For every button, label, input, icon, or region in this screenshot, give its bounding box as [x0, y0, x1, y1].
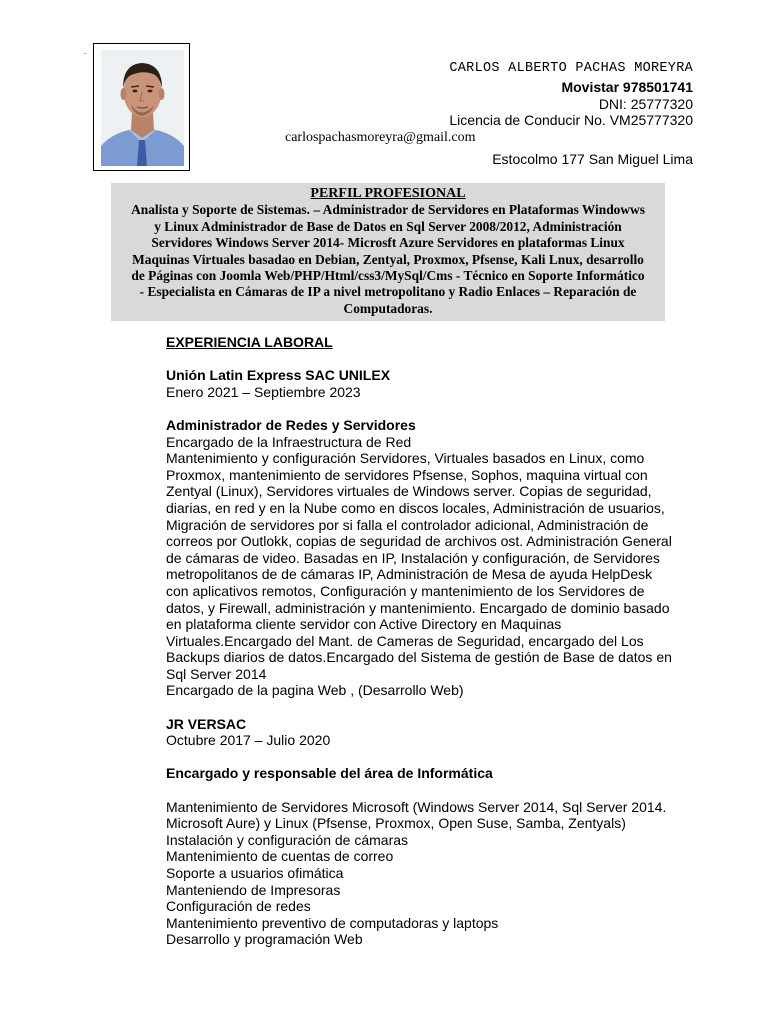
job2-line: Mantenimiento preventivo de computadoras y laptops [166, 914, 499, 931]
job2-company: JR VERSAC [166, 715, 247, 732]
job2-role: Encargado y responsable del área de Informática [166, 765, 493, 782]
profile-line: de Páginas con Joomla Web/PHP/Html/css3/MySql/Cms - Técnico en Soporte Informático [131, 268, 645, 284]
dni-number: DNI: 25777320 [598, 96, 693, 112]
job2-period: Octubre 2017 – Julio 2020 [166, 732, 331, 749]
job1-line: con aplicativos remotos, Configuración y mantenimiento de los Servidores de [166, 582, 645, 599]
job1-line: Encargado de la Infraestructura de Red [166, 433, 412, 450]
job2-line: Manteniendo de Impresoras [166, 881, 341, 898]
profile-line: - Especialista en Cámaras de IP a nivel metropolitano y Radio Enlaces – Reparación de [139, 284, 637, 300]
profile-title: PERFIL PROFESIONAL [310, 186, 466, 201]
job1-period: Enero 2021 – Septiembre 2023 [166, 383, 361, 400]
profile-photo [93, 43, 190, 171]
job1-line: datos, y Firewall, administración y mantenimiento. Encargado de dominio basado [166, 599, 670, 616]
stray-dot: . [84, 47, 87, 56]
job1-line: de cámaras de video. Basadas en IP, Instalación y configuración, de Servidores [166, 549, 660, 566]
work-experience-section [166, 334, 706, 948]
home-address: Estocolmo 177 San Miguel Lima [492, 151, 693, 167]
job1-line: Mantenimiento y configuración Servidores, Virtuales basados en Linux, como [166, 450, 645, 467]
profile-line: Maquinas Virtuales basadao en Debian, Zentyal, Proxmox, Pfsense, Kali Lnux, desarrollo [132, 251, 644, 267]
job1-line: Backups diarios de datos.Encargado del Sistema de gestión de Base de datos en [166, 649, 672, 666]
profile-line: y Linux Administrador de Base de Datos en Sql Server 2008/2012, Administración [154, 218, 622, 234]
job1-line: metropolitanos de de cámaras IP, Administración de Mesa de ayuda HelpDesk [166, 566, 653, 583]
candidate-name: CARLOS ALBERTO PACHAS MOREYRA [449, 61, 693, 76]
job2-line: Configuración de redes [166, 898, 311, 915]
job1-line: Proxmox, mantenimiento de servidores Pfsense, Sophos, maquina virtual con [166, 466, 648, 483]
job2-line: Soporte a usuarios ofimática [166, 865, 344, 881]
driver-license: Licencia de Conducir No. VM25777320 [449, 112, 693, 128]
job1-line: en plataforma cliente servidor con Active Directory en Maquinas [166, 616, 562, 633]
job1-line: Sql Server 2014 [166, 665, 267, 682]
profile-line: Servidores Windows Server 2014- Microsft Azure Servidores en plataformas Linux [151, 235, 625, 251]
job2-line: Instalación y configuración de cámaras [166, 831, 409, 848]
phone-number: Movistar 978501741 [561, 79, 693, 95]
job1-role: Administrador de Redes y Servidores [166, 416, 416, 433]
profile-line: Analista y Soporte de Sistemas. – Administrador de Servidores en Plataformas Windowws [131, 202, 645, 218]
job2-line: Mantenimiento de Servidores Microsoft (Windows Server 2014, Sql Server 2014. [166, 798, 667, 815]
email-address: carlospachasmoreyra@gmail.com [285, 130, 476, 145]
experience-heading: EXPERIENCIA LABORAL [166, 334, 333, 350]
profile-line: Computadoras. [343, 300, 433, 316]
job1-line: correos por Outlokk, copias de seguridad de archivos ost. Administración General [166, 533, 672, 550]
job1-line: diarias, en red y en la Nube como en discos locales, Administración de usuarios, [166, 499, 665, 516]
profile-summary-box [111, 183, 665, 321]
job1-company: Unión Latin Express SAC UNILEX [166, 367, 391, 384]
job2-line: Microsoft Aure) y Linux (Pfsense, Proxmox, Open Suse, Samba, Zentyals) [166, 815, 626, 832]
job1-line: Encargado de la pagina Web , (Desarrollo Web) [166, 682, 464, 699]
job2-line: Mantenimiento de cuentas de correo [166, 848, 394, 865]
portrait-image [101, 50, 184, 166]
job1-line: Virtuales.Encargado del Mant. de Cameras de Seguridad, encargado del Los [166, 632, 644, 649]
job1-line: Zentyal (Linux), Servidores virtuales de Windows server. Copias de seguridad, [166, 483, 652, 500]
job2-line: Desarrollo y programación Web [166, 931, 363, 948]
job1-line: Migración de servidores por si falla el controlador adicional, Administración de [166, 516, 649, 533]
